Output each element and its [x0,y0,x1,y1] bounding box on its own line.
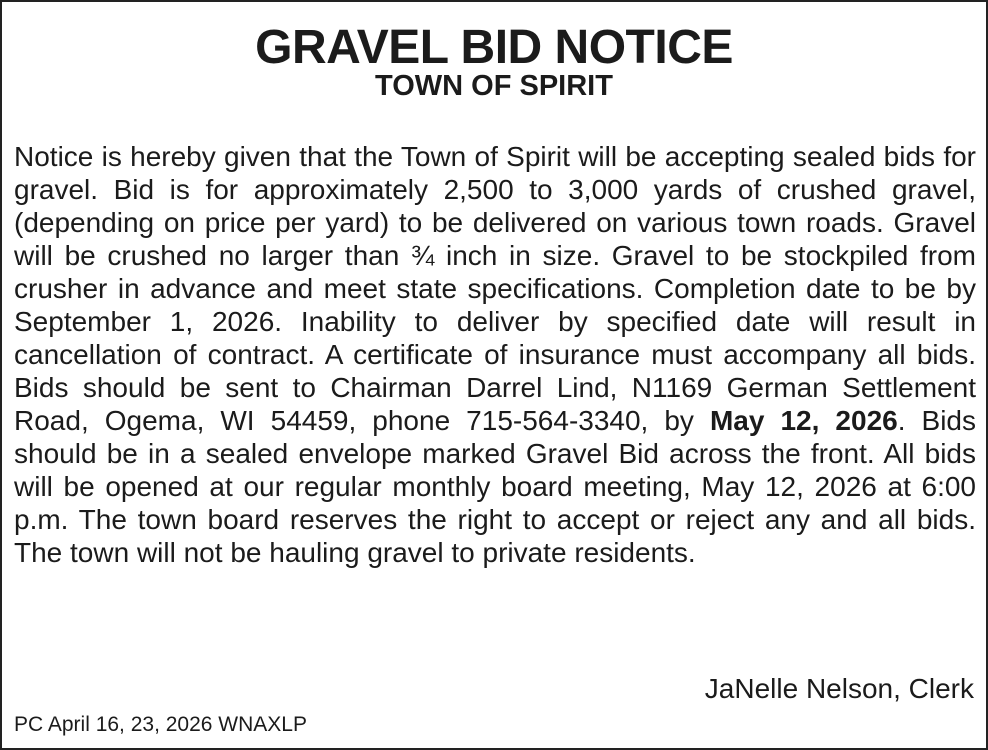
publication-line: PC April 16, 23, 2026 WNAXLP [14,713,307,736]
bid-deadline: May 12, 2026 [709,405,898,436]
notice-body-part1: Notice is hereby given that the Town of Spirit will be accepting sealed bids for gravel. Bid is for approximately 2,500 to 3,000 yards of crushed gravel, (depending on price per yard) to be delivered on various town roads. Gravel will be crushed no larger than ¾ inch in size. Gravel to be stockpiled from crusher in advance and meet state specifications. Completion date to be by September 1, 2026. Inability to deliver by specified date will result in cancellation of contract. A certificate of insurance must accompany all bids. Bids should be sent to Chairman Darrel Lind, N1169 German Settlement Road, Ogema, WI 54459, phone 715-564-3340, by [14,141,976,436]
notice-body [14,140,976,569]
notice-title: GRAVEL BID NOTICE [255,21,733,74]
clerk-signature: JaNelle Nelson, Clerk [704,673,974,704]
notice-subtitle: TOWN OF SPIRIT [375,70,613,102]
notice-body-part2: . Bids should be in a sealed envelope marked Gravel Bid across the front. All bids will be opened at our regular monthly board meeting, May 12, 2026 at 6:00 p.m. The town board reserves the right to accept or reject any and all bids. The town will not be hauling gravel to private residents. [14,405,976,568]
